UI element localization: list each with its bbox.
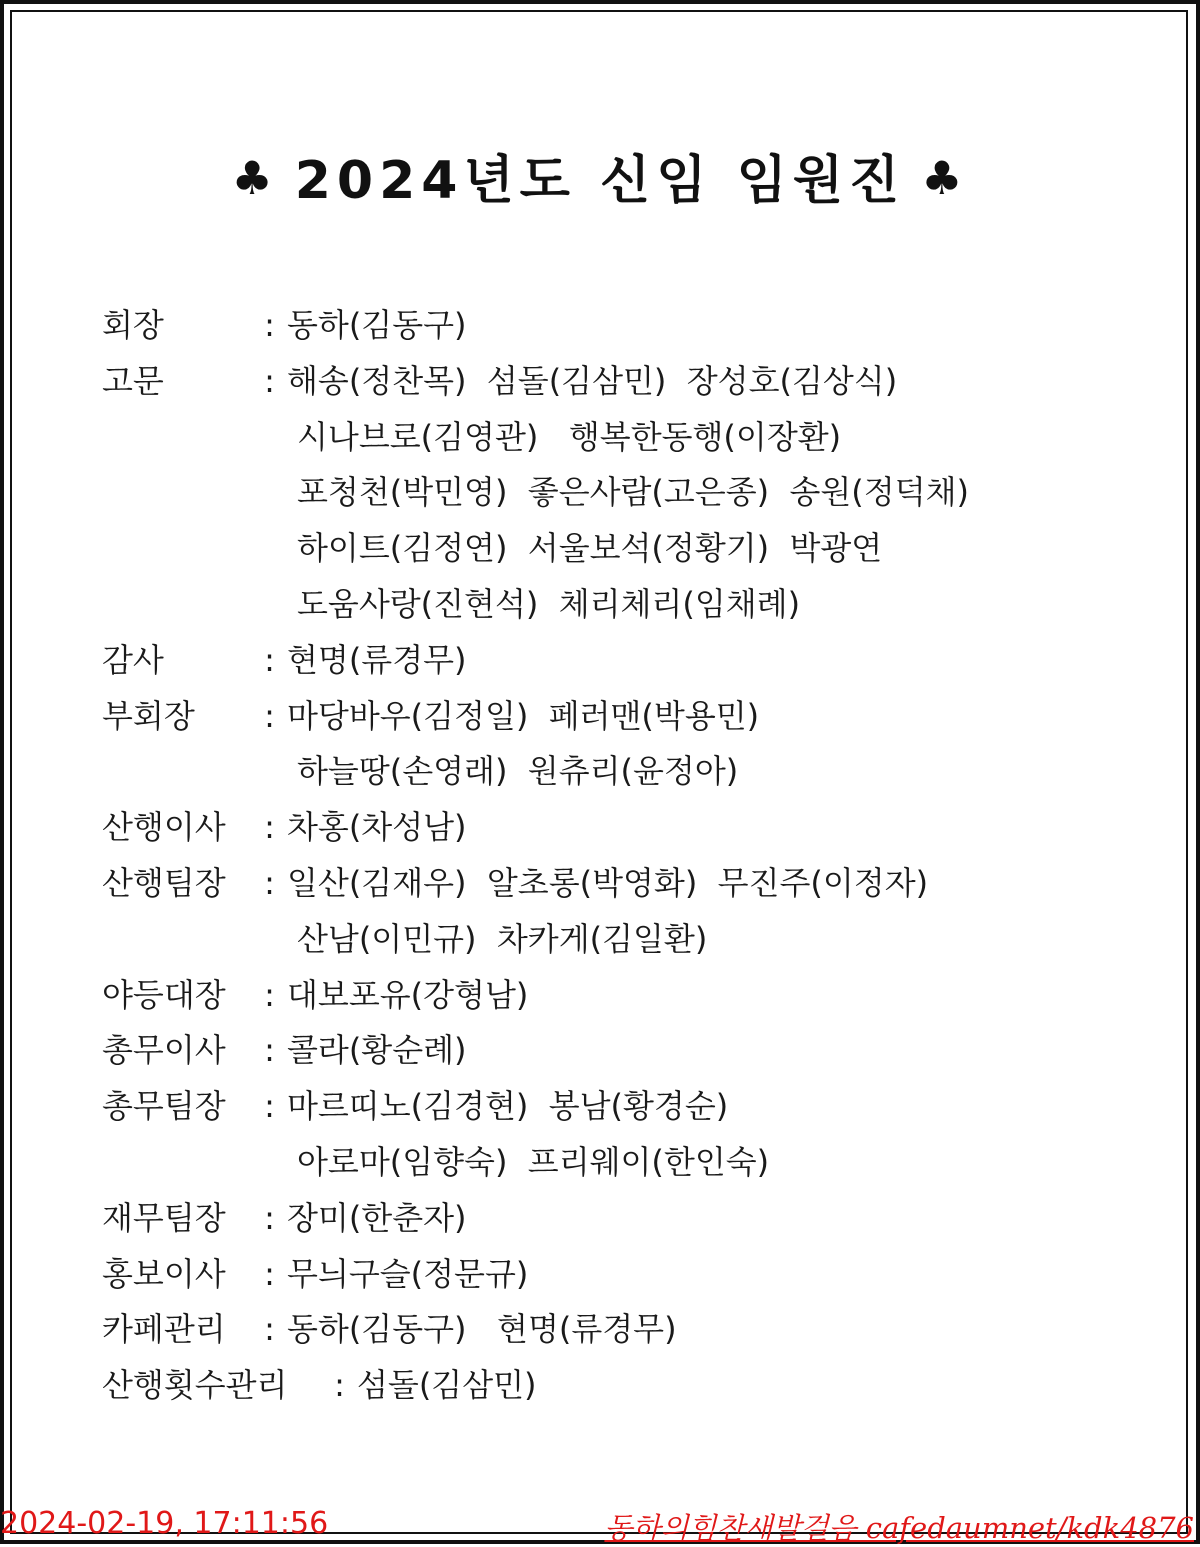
roster-row	[102, 1358, 1102, 1414]
member-line: 현명(류경무)	[287, 640, 467, 679]
roster-row	[102, 633, 1102, 689]
member-line: 장미(한춘자)	[287, 1198, 467, 1237]
role-label: 산행팀장	[102, 863, 226, 902]
roster-row	[102, 1023, 1102, 1079]
role-label: 홍보이사	[102, 1254, 226, 1293]
club-suit-icon-left: ♣	[231, 151, 279, 205]
member-list	[287, 1023, 467, 1079]
watermark-credit: 동하의힘찬새발걸음 cafedaumnet/kdk4876	[604, 1511, 1194, 1545]
member-list	[287, 1247, 528, 1303]
club-suit-icon-right: ♣	[921, 151, 969, 205]
member-line: 하늘땅(손영래) 원츄리(윤정아)	[297, 752, 739, 791]
role-label: 부회장	[102, 696, 195, 735]
roster-row	[102, 298, 1102, 354]
member-line: 마당바우(김정일) 페러맨(박용민)	[287, 696, 760, 735]
role-separator: :	[264, 306, 275, 344]
role-label: 총무팀장	[102, 1087, 226, 1126]
roster-row	[102, 689, 1102, 801]
member-line: 아로마(임향숙) 프리웨이(한인숙)	[297, 1142, 770, 1181]
roster-row	[102, 1191, 1102, 1247]
role-label: 재무팀장	[102, 1198, 226, 1237]
role-label: 산행횟수관리	[102, 1366, 288, 1405]
role-separator: :	[264, 863, 275, 902]
capture-timestamp: 2024-02-19, 17:11:56	[0, 1506, 329, 1541]
member-line: 무늬구슬(정문규)	[287, 1254, 529, 1293]
member-line: 하이트(김정연) 서울보석(정황기) 박광연	[297, 529, 883, 568]
officer-roster	[102, 298, 1102, 1414]
member-line: 일산(김재우) 알초롱(박영화) 무진주(이정자)	[287, 863, 929, 902]
member-list	[287, 1191, 467, 1247]
document-title	[0, 138, 1200, 213]
role-separator: :	[264, 1198, 275, 1237]
member-line: 콜라(황순례)	[287, 1031, 467, 1070]
member-line: 도움사랑(진현석) 체리체리(임채례)	[297, 584, 801, 623]
role-separator: :	[264, 1310, 275, 1349]
title-text: 2024년도 신임 임원진	[294, 151, 906, 211]
roster-row	[102, 968, 1102, 1024]
roster-row	[102, 856, 1102, 968]
member-line: 산남(이민규) 차카게(김일환)	[297, 919, 708, 958]
member-list	[287, 689, 759, 801]
role-separator: :	[264, 975, 275, 1014]
role-label: 회장	[102, 306, 164, 344]
member-line: 동하(김동구)	[287, 306, 467, 344]
role-label: 총무이사	[102, 1031, 226, 1070]
roster-row	[102, 354, 1102, 633]
member-line: 동하(김동구) 현명(류경무)	[287, 1310, 677, 1349]
member-line: 마르띠노(김경현) 봉남(황경순)	[287, 1087, 729, 1126]
role-separator: :	[264, 1254, 275, 1293]
role-separator: :	[264, 1087, 275, 1126]
member-list	[287, 298, 467, 354]
member-line: 시나브로(김영관) 행복한동행(이장환)	[297, 417, 842, 456]
member-line: 해송(정찬목) 섬돌(김삼민) 장성호(김상식)	[287, 361, 898, 400]
roster-row	[102, 800, 1102, 856]
role-separator: :	[264, 696, 275, 735]
member-list	[287, 800, 467, 856]
role-label: 야등대장	[102, 975, 226, 1014]
roster-row	[102, 1079, 1102, 1191]
roster-row	[102, 1247, 1102, 1303]
roster-row	[102, 1302, 1102, 1358]
member-line: 차홍(차성남)	[287, 808, 467, 847]
role-separator: :	[264, 1031, 275, 1070]
member-line: 대보포유(강형남)	[287, 975, 529, 1014]
member-list	[287, 968, 528, 1024]
role-label: 고문	[102, 361, 164, 400]
role-label: 감사	[102, 640, 164, 679]
role-separator: :	[264, 808, 275, 847]
member-line: 섬돌(김삼민)	[357, 1366, 537, 1405]
role-separator: :	[264, 640, 275, 679]
member-list	[287, 1302, 677, 1358]
member-line: 포청천(박민영) 좋은사람(고은종) 송원(정덕채)	[297, 473, 970, 512]
role-separator: :	[334, 1366, 345, 1405]
member-list	[287, 354, 969, 633]
role-separator: :	[264, 361, 275, 400]
member-list	[287, 633, 467, 689]
member-list	[357, 1358, 537, 1414]
role-label: 산행이사	[102, 808, 226, 847]
role-label: 카페관리	[102, 1310, 226, 1349]
member-list	[287, 1079, 769, 1191]
member-list	[287, 856, 928, 968]
